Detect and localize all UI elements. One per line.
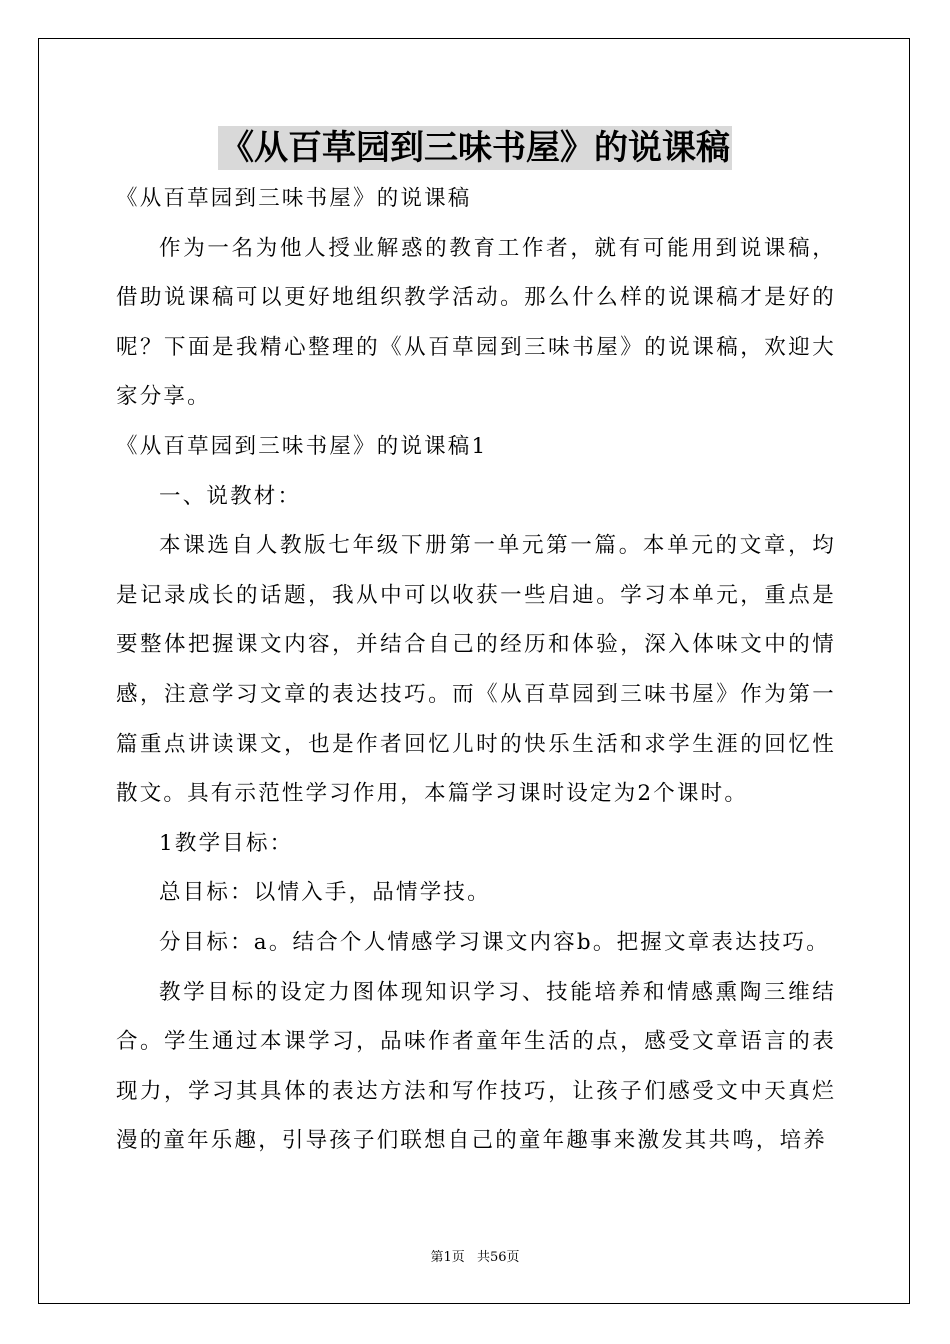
title-container xyxy=(0,126,950,170)
paragraph: 教学目标的设定力图体现知识学习、技能培养和情感熏陶三维结合。学生通过本课学习，品味作者童年生活的点，感受文章语言的表现力，学习其具体的表达方法和写作技巧，让孩子们感受文中天真烂漫的童年乐趣，引导孩子们联想自己的童年趣事来激发其共鸣，培养 xyxy=(116,979,836,1154)
document-body xyxy=(116,174,836,1166)
paragraph: 总目标：以情入手，品情学技。 xyxy=(159,880,491,906)
paragraph: 本课选自人教版七年级下册第一单元第一篇。本单元的文章，均是记录成长的话题，我从中可以收获一些启迪。学习本单元，重点是要整体把握课文内容，并结合自己的经历和体验，深入体味文中的情感，注意学习文章的表达技巧。而《从百草园到三味书屋》作为第一篇重点讲读课文，也是作者回忆儿时的快乐生活和求学生涯的回忆性散文。具有示范性学习作用，本篇学习课时设定为2个课时。 xyxy=(116,533,836,807)
paragraph: 一、说教材： xyxy=(159,483,302,509)
page-footer xyxy=(0,1246,950,1265)
paragraph: 作为一名为他人授业解惑的教育工作者，就有可能用到说课稿，借助说课稿可以更好地组织教学活动。那么什么样的说课稿才是好的呢？下面是我精心整理的《从百草园到三味书屋》的说课稿，欢迎大家分享。 xyxy=(116,235,836,410)
page-number: 第1页 xyxy=(430,1250,465,1265)
page-total: 共56页 xyxy=(476,1250,520,1265)
paragraph: 《从百草园到三味书屋》的说课稿 xyxy=(116,186,472,211)
paragraph: 《从百草园到三味书屋》的说课稿1 xyxy=(116,433,488,459)
document-title: 《从百草园到三味书屋》的说课稿 xyxy=(220,128,730,168)
paragraph: 分目标：a。结合个人情感学习课文内容b。把握文章表达技巧。 xyxy=(159,929,830,955)
paragraph: 1教学目标： xyxy=(159,830,294,856)
